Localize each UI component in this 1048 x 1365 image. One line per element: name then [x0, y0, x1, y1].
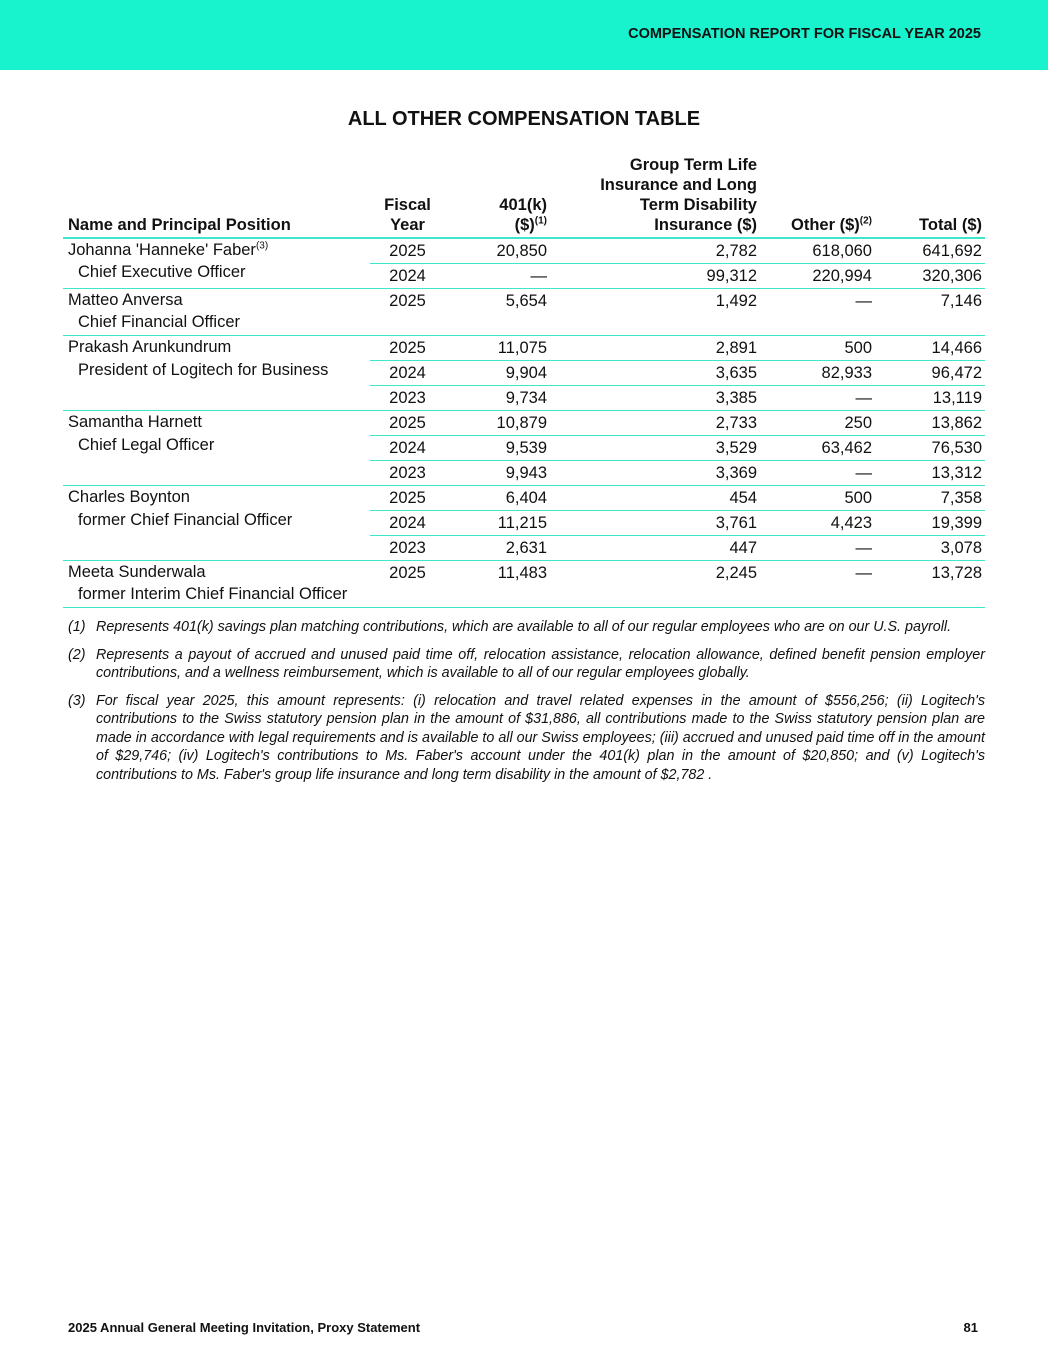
page-number: 81 [963, 1320, 978, 1335]
footnote-ref: (2) [859, 215, 872, 227]
fiscal-year-cell: 2025 [370, 336, 445, 361]
life-insurance-cell: 2,891 [550, 336, 760, 361]
401k-cell: 10,879 [445, 411, 550, 436]
col-header-401k-line2: ($) [514, 216, 535, 234]
fiscal-year-cell: 2025 [370, 238, 445, 264]
person-name-text: Samantha Harnett [68, 413, 202, 431]
col-header-life-line1: Group Term Life [629, 156, 757, 174]
banner-title: COMPENSATION REPORT FOR FISCAL YEAR 2025 [628, 26, 981, 42]
footnote-number: (3) [68, 692, 86, 709]
fiscal-year-cell: 2024 [370, 511, 445, 536]
person-name [68, 239, 367, 261]
col-header-year [370, 155, 445, 238]
total-cell: 13,119 [875, 386, 985, 411]
401k-cell: 11,215 [445, 511, 550, 536]
person-name [68, 486, 367, 508]
fiscal-year-cell: 2024 [370, 361, 445, 386]
life-insurance-cell: 447 [550, 536, 760, 561]
other-cell: — [760, 289, 875, 336]
life-insurance-cell: 99,312 [550, 264, 760, 289]
401k-cell: 20,850 [445, 238, 550, 264]
name-position-cell [63, 411, 370, 486]
life-insurance-cell: 2,245 [550, 561, 760, 608]
total-cell: 96,472 [875, 361, 985, 386]
401k-cell: 11,483 [445, 561, 550, 608]
table-body [63, 238, 985, 608]
fiscal-year-cell: 2025 [370, 411, 445, 436]
life-insurance-cell: 3,369 [550, 461, 760, 486]
header-banner [0, 0, 1048, 70]
col-header-life-line3: Term Disability [639, 196, 757, 214]
col-header-total: Total ($) [875, 155, 985, 238]
life-insurance-cell: 3,385 [550, 386, 760, 411]
401k-cell: 9,943 [445, 461, 550, 486]
name-position-cell [63, 238, 370, 289]
total-cell: 14,466 [875, 336, 985, 361]
table-row [63, 336, 985, 361]
total-cell: 641,692 [875, 238, 985, 264]
person-name [68, 336, 367, 358]
total-cell: 13,862 [875, 411, 985, 436]
other-cell: 4,423 [760, 511, 875, 536]
footnote-text: Represents a payout of accrued and unused paid time off, relocation assistance, relocation allowance, defined benefit pension employer contributions, and a wellness reimbursement, which is available to all of our regular employees globally. [96, 646, 985, 681]
table-row [63, 411, 985, 436]
name-position-cell [63, 486, 370, 561]
page-title: ALL OTHER COMPENSATION TABLE [347, 108, 701, 130]
fiscal-year-cell: 2025 [370, 561, 445, 608]
person-name-text: Meeta Sunderwala [68, 563, 206, 581]
total-cell: 13,312 [875, 461, 985, 486]
col-header-401k-line1: 401(k) [499, 196, 547, 214]
person-name [68, 561, 367, 583]
other-cell: — [760, 536, 875, 561]
total-cell: 7,146 [875, 289, 985, 336]
col-header-401k [445, 155, 550, 238]
person-name-text: Charles Boynton [68, 488, 190, 506]
person-title: former Chief Financial Officer [78, 511, 293, 529]
life-insurance-cell: 3,635 [550, 361, 760, 386]
col-header-name: Name and Principal Position [63, 155, 370, 238]
person-title: Chief Financial Officer [78, 313, 241, 331]
footnote-ref: (3) [255, 240, 269, 252]
fiscal-year-cell: 2025 [370, 289, 445, 336]
other-cell: 63,462 [760, 436, 875, 461]
401k-cell: 5,654 [445, 289, 550, 336]
footnote [68, 692, 985, 785]
other-cell: — [760, 461, 875, 486]
table-row [63, 238, 985, 264]
footnotes [68, 618, 985, 793]
col-header-life-line4: Insurance ($) [654, 216, 757, 234]
footnote [68, 618, 985, 637]
person-title: former Interim Chief Financial Officer [78, 585, 348, 603]
col-header-year-line2: Year [390, 216, 425, 234]
footnote-number: (1) [68, 619, 86, 635]
other-cell: 500 [760, 336, 875, 361]
other-cell: 618,060 [760, 238, 875, 264]
person-name-text: Johanna 'Hanneke' Faber [68, 241, 256, 259]
fiscal-year-cell: 2023 [370, 536, 445, 561]
401k-cell: 6,404 [445, 486, 550, 511]
person-name [68, 289, 367, 311]
table-row [63, 289, 985, 336]
name-position-cell [63, 561, 370, 608]
other-cell: 250 [760, 411, 875, 436]
col-header-life-line2: Insurance and Long [600, 176, 757, 194]
footnote-number: (2) [68, 646, 86, 663]
person-name [68, 411, 367, 433]
total-cell: 320,306 [875, 264, 985, 289]
other-cell: — [760, 386, 875, 411]
life-insurance-cell: 3,529 [550, 436, 760, 461]
total-cell: 3,078 [875, 536, 985, 561]
fiscal-year-cell: 2024 [370, 436, 445, 461]
person-name-text: Matteo Anversa [68, 291, 183, 309]
name-position-cell [63, 336, 370, 411]
total-cell: 13,728 [875, 561, 985, 608]
401k-cell: 2,631 [445, 536, 550, 561]
life-insurance-cell: 1,492 [550, 289, 760, 336]
person-title: Chief Legal Officer [78, 436, 215, 454]
table-row [63, 486, 985, 511]
footer-doc-title: 2025 Annual General Meeting Invitation, Proxy Statement [68, 1320, 421, 1335]
other-cell: 500 [760, 486, 875, 511]
life-insurance-cell: 454 [550, 486, 760, 511]
table-row [63, 561, 985, 608]
person-title: President of Logitech for Business [78, 361, 329, 379]
total-cell: 76,530 [875, 436, 985, 461]
401k-cell: 9,539 [445, 436, 550, 461]
total-cell: 19,399 [875, 511, 985, 536]
fiscal-year-cell: 2023 [370, 461, 445, 486]
footnote [68, 646, 985, 683]
col-header-year-line1: Fiscal [384, 196, 431, 214]
401k-cell: 9,734 [445, 386, 550, 411]
other-cell: 82,933 [760, 361, 875, 386]
401k-cell: 11,075 [445, 336, 550, 361]
other-cell: 220,994 [760, 264, 875, 289]
other-cell: — [760, 561, 875, 608]
401k-cell: 9,904 [445, 361, 550, 386]
life-insurance-cell: 2,733 [550, 411, 760, 436]
fiscal-year-cell: 2025 [370, 486, 445, 511]
person-name-text: Prakash Arunkundrum [68, 338, 232, 356]
life-insurance-cell: 2,782 [550, 238, 760, 264]
footnote-text: Represents 401(k) savings plan matching contributions, which are available to all of our regular employees who are on our U.S. payroll. [96, 619, 952, 635]
footnote-ref: (1) [534, 215, 547, 227]
fiscal-year-cell: 2023 [370, 386, 445, 411]
table-header-row [63, 155, 985, 238]
name-position-cell [63, 289, 370, 336]
fiscal-year-cell: 2024 [370, 264, 445, 289]
compensation-table [63, 155, 985, 608]
col-header-other-label: Other ($) [791, 216, 860, 234]
401k-cell: — [445, 264, 550, 289]
col-header-life-insurance [550, 155, 760, 238]
life-insurance-cell: 3,761 [550, 511, 760, 536]
footnote-text: For fiscal year 2025, this amount represents: (i) relocation and travel related expenses in the amount of $556,256; (ii) Logitech's contributions to the Swiss statutory pension plan in the amount of $31,886, all contributions made to the Swiss statutory pension plan are made in accordance with legal requirements and is available to all our Swiss employees; (iii) accrued and unused paid time off in the amount of $29,746; (iv) Logitech's contributions to Ms. Faber's account under the 401(k) plan in the amount of $20,850; and (v) Logitech's contributions to Ms. Faber's group life insurance and long term disability in the amount of $2,782 . [96, 692, 985, 783]
col-header-other [760, 155, 875, 238]
total-cell: 7,358 [875, 486, 985, 511]
person-title: Chief Executive Officer [78, 263, 246, 281]
